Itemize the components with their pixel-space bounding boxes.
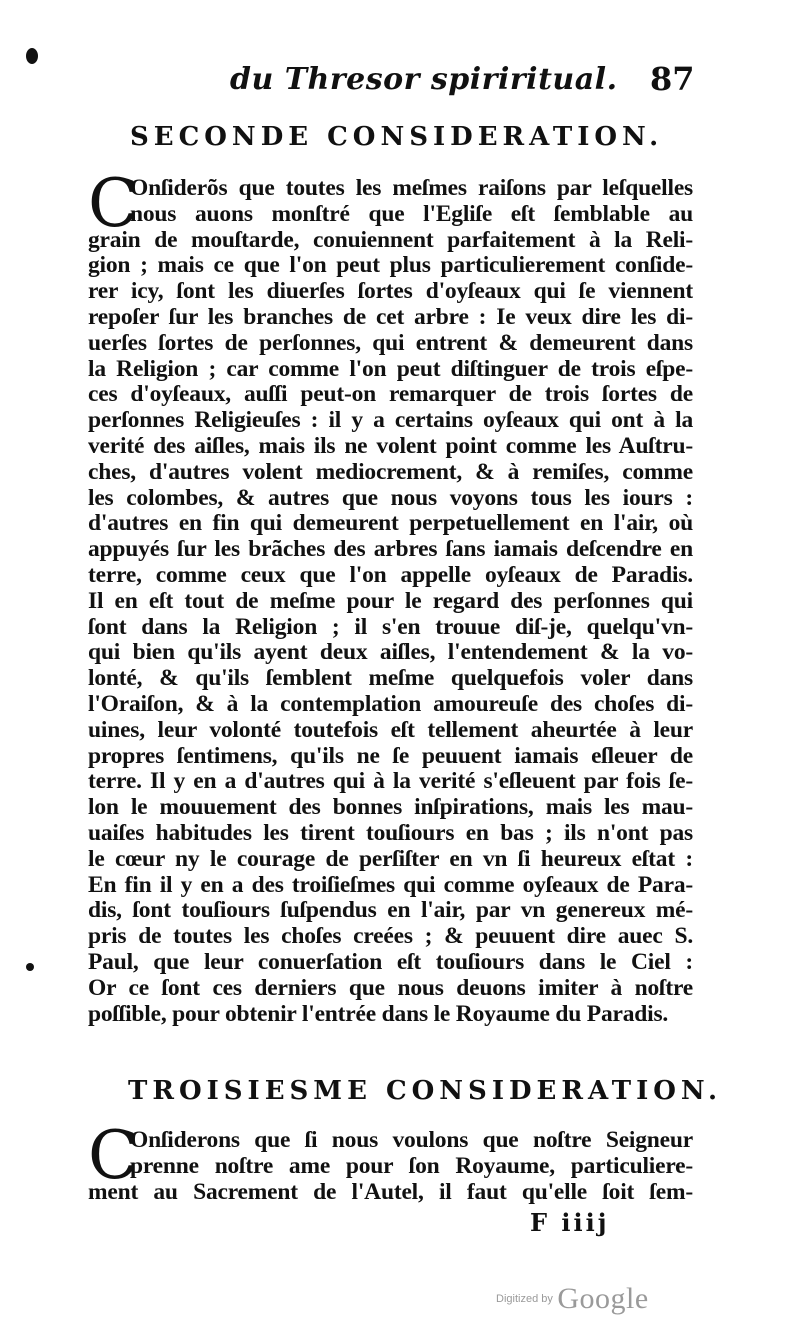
google-logo: Google — [557, 1282, 649, 1315]
text-line: pris de toutes les choſes creées ; & peuuent dire auec S. — [88, 924, 693, 950]
text-line: l'Oraiſon, & à la contemplation amoureuſe des choſes di- — [88, 691, 693, 717]
text-line: lonté, & qu'ils ſemblent meſme quelquefois voler dans — [88, 666, 693, 692]
drop-cap: C — [88, 1117, 139, 1194]
text-line: d'autres en fin qui demeurent perpetuellement en l'air, où — [88, 511, 693, 537]
text-line: ches, d'autres volent mediocrement, & à remiſes, comme — [88, 459, 693, 485]
text-line: perſonnes Religieuſes : il y a certains oyſeaux qui ont à la — [88, 408, 693, 434]
text-line: la Religion ; car comme l'on peut diſtinguer de trois eſpe- — [88, 356, 693, 382]
text-line: Onſiderõs que toutes les meſmes raiſons par leſquelles — [130, 176, 693, 201]
text-line: repoſer ſur les branches de cet arbre : Ie veux dire les di- — [88, 304, 693, 330]
text-line: terre, comme ceux que l'on appelle oyſeaux de Paradis. — [88, 562, 693, 588]
text-line: rer icy, ſont les diuerſes ſortes d'oyſeaux qui ſe viennent — [88, 279, 693, 305]
section-body — [88, 165, 693, 1027]
section-body — [88, 1117, 693, 1205]
text-line: uerſes ſortes de perſonnes, qui entrent & demeurent dans — [88, 330, 693, 356]
text-line: prenne noſtre ame pour ſon Royaume, particuliere- — [130, 1153, 693, 1179]
text-line: En fin il y en a des troiſieſmes qui comme oyſeaux de Para- — [88, 872, 693, 898]
drop-cap: C — [88, 165, 139, 242]
ink-blot — [26, 48, 38, 64]
text-line: gion ; mais ce que l'on peut plus particulierement conſide- — [88, 253, 693, 279]
page-number: 87 — [650, 60, 695, 98]
text-line: verité des aiſles, mais ils ne volent point comme les Auſtru- — [88, 433, 693, 459]
text-line: grain de mouſtarde, conuiennent parfaitement à la Reli- — [88, 227, 693, 253]
text-line: appuyés ſur les brãches des arbres ſans iamais deſcendre en — [88, 537, 693, 563]
text-line: ment au Sacrement de l'Autel, il faut qu'elle ſoit ſem- — [88, 1179, 693, 1205]
running-head: du Thresor spiriritual. — [230, 62, 618, 97]
text-line: propres ſentimens, qu'ils ne ſe peuuent iamais eſleuer de — [88, 743, 693, 769]
ink-blot — [26, 963, 34, 971]
text-line: qui bien qu'ils ayent deux aiſles, l'entendement & la vo- — [88, 640, 693, 666]
text-line: uaiſes habitudes les tirent touſiours en bas ; ils n'ont pas — [88, 820, 693, 846]
text-line: le cœur ny le courage de perſiſter en vn ſi heureux eſtat : — [88, 846, 693, 872]
signature-mark: F iiij — [530, 1208, 610, 1237]
text-line: dis, ſont touſiours ſuſpendus en l'air, par vn genereux mé- — [88, 898, 693, 924]
text-line: terre. Il y en a d'autres qui à la verité s'eſleuent par fois ſe- — [88, 769, 693, 795]
text-line: nous auons monſtré que l'Egliſe eſt ſemblable au — [130, 201, 693, 227]
text-line: Il en eſt tout de meſme pour le regard des perſonnes qui — [88, 588, 693, 614]
text-line: ſont dans la Religion ; il s'en trouue diſ-je, quelqu'vn- — [88, 614, 693, 640]
text-line: Onſiderons que ſi nous voulons que noſtre Seigneur — [130, 1128, 693, 1153]
watermark-caption: Digitized by — [496, 1293, 553, 1305]
text-line: ces d'oyſeaux, auſſi peut-on remarquer de trois ſortes de — [88, 382, 693, 408]
text-line: uines, leur volonté toutefois eſt tellement aheurtée à leur — [88, 717, 693, 743]
text-line: Or ce ſont ces derniers que nous deuons imiter à noſtre — [88, 975, 693, 1001]
text-line: poſſible, pour obtenir l'entrée dans le Royaume du Paradis. — [88, 1001, 669, 1027]
section-heading: SECONDE CONSIDERATION. — [130, 122, 664, 152]
digitization-watermark — [496, 1282, 649, 1316]
text-line: les colombes, & autres que nous voyons tous les iours : — [88, 485, 693, 511]
text-line: lon le mouuement des bonnes inſpirations, mais les mau- — [88, 795, 693, 821]
text-line: Paul, que leur conuerſation eſt touſiours dans le Ciel : — [88, 949, 693, 975]
section-heading: TROISIESME CONSIDERATION. — [128, 1076, 723, 1106]
